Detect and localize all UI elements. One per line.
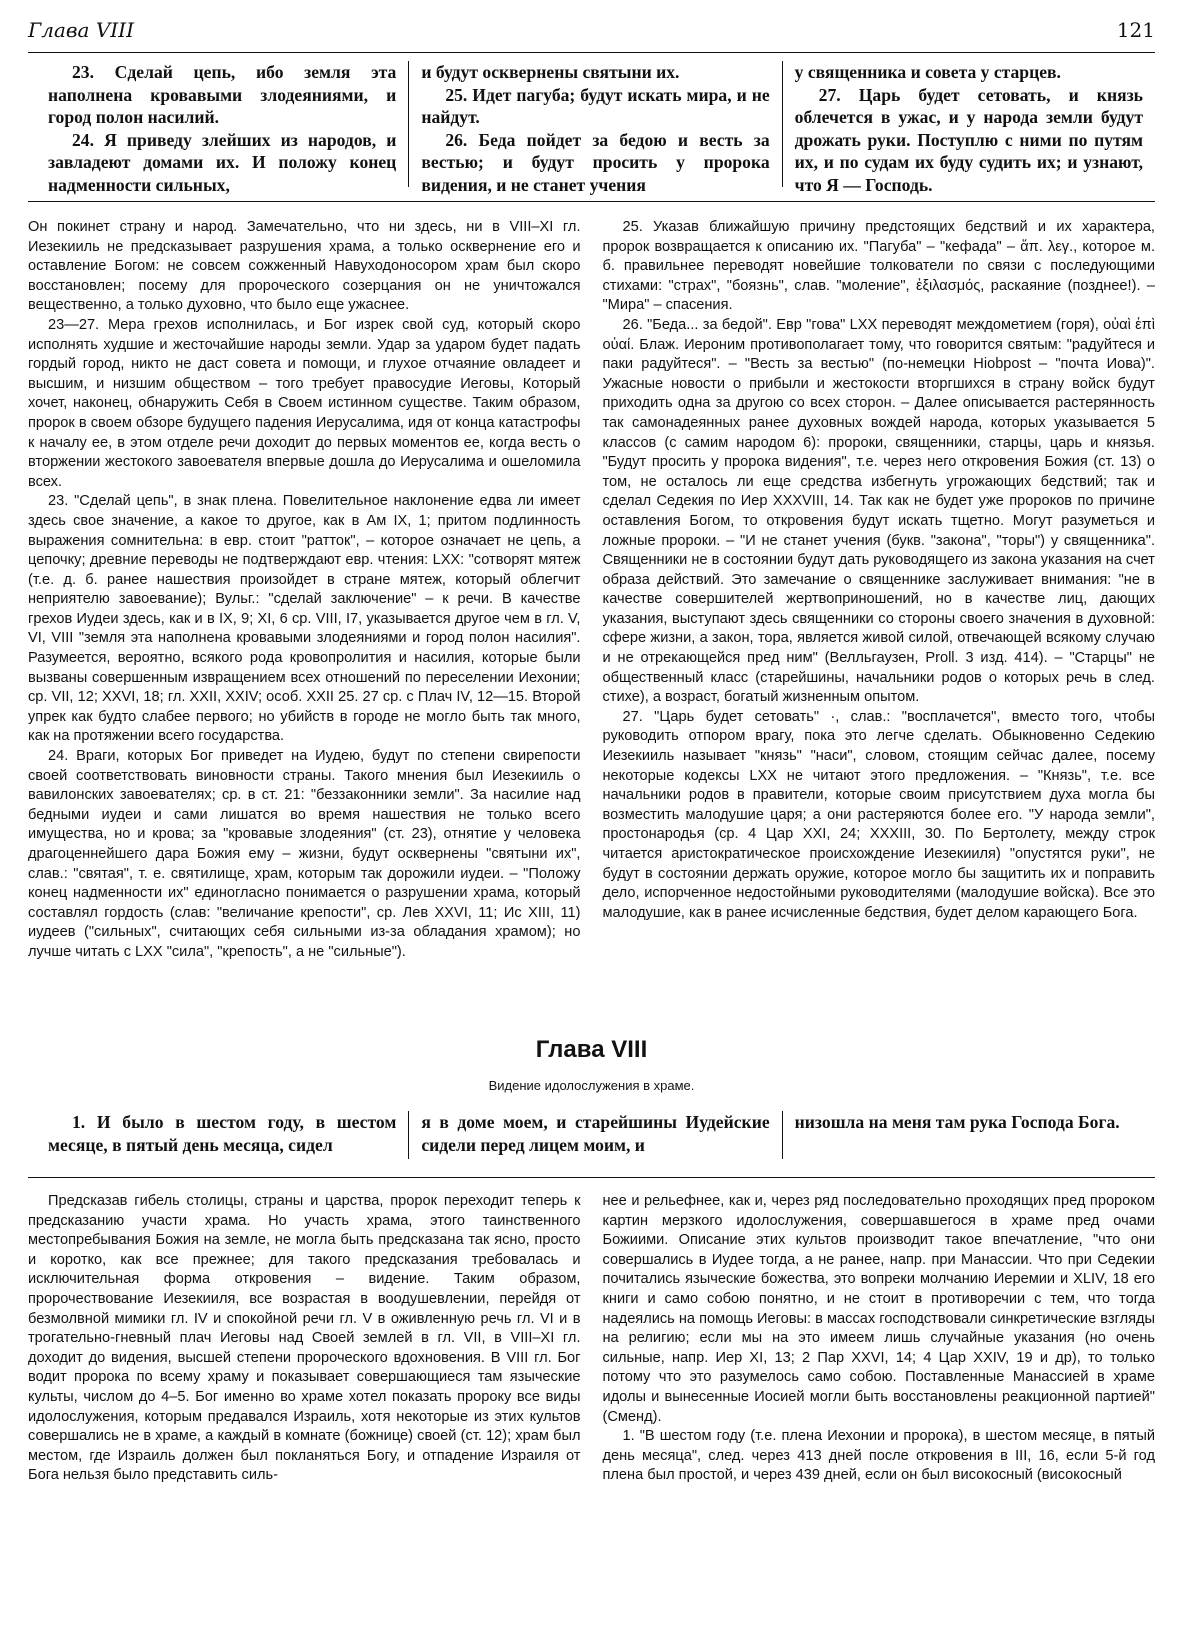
- verse-26-continued: у священника и совета у старцев.: [794, 62, 1061, 82]
- commentary-paragraph: 23. "Сделай цепь", в знак плена. Повелительное наклонение едва ли имеет здесь свое значение, а какое то другое, как в Ам IX, 1; притом подлинность выражения сомнительна: в евр. стоит "ратток", – которое означает не цепь, а цепочку; древние переводы не подтверждают евр. чтения: LXX: "сотворят мятеж (т.е. д. б. ранее нашествия произойдет в стране мятеж, который облегчит неприятелю завоевание); Вульг.: "сделай заключение" – к речи. В качестве грехов Иудеи здесь, как и в IX, 9; XI, 6 ср. VIII, I7, указывается другое чем в гл. V, VI, VIII "земля эта наполнена кровавыми злодеяниями и город полон насилия". Разумеется, вероятно, всякого рода кровопролития и насилия, которые были вызваны совершенным извращением всех отношений по переселении Иехонии; ср. VII, 12; XXVI, 18; гл. XXII, XXIV; особ. XXII 25. 27 ср. с Плач IV, 12—15. Второй упрек как будто слабее первого; но убийств в городе не могло быть так много, как на протяжении всего государства.: [28, 493, 581, 745]
- verse-1-end: низошла на меня там рука Господа Бога.: [794, 1112, 1120, 1132]
- verse-26: 26. Беда пойдет за бедою и весть за вестью; и будут просить у пророка видения, и не станет учения: [421, 129, 770, 195]
- commentary-paragraph: 23—27. Мера грехов исполнилась, и Бог изрек свой суд, который скоро исполнять худшие и жесточайшие народы земли. Удар за ударом будет падать гордый город, никто не даст совета и помощи, и глухое отчаяние овладеет и высшим, и низшим обществом – того требует правосудие Иеговы, Который хочет, наконец, обнаружить Себя в Своем истинном существе. Таким образом, пророк в своем обзоре будущего падения Иерусалима, идя от конца катастрофы к началу ее, в этом отделе речи доходит до первых моментов ее, когда весть о вторжении жестокого завоевателя впервые дошла до Иерусалима и ошеломила всех.: [28, 316, 581, 490]
- chapter-title: Глава VIII: [535, 1036, 648, 1063]
- chapter-heading: [28, 1036, 1155, 1093]
- chapter-verse-columns: [28, 1111, 1155, 1159]
- page-header: [28, 18, 1155, 53]
- verse-25: 25. Идет пагуба; будут искать мира, и не найдут.: [421, 84, 770, 127]
- commentary-paragraph: Он покинет страну и народ. Замечательно, что ни здесь, ни в VIII–XI гл. Иезекииль не предсказывает разрушения храма, а только осквернение его и оставление Богом: не совсем сожженный Навуходоносором храм был скоро восстановлен; посему для пророческого созерцания он не уничтожался вещественно, а только духовно, что было еще ужаснее.: [28, 219, 581, 314]
- chapter-verse-column-2: [408, 1111, 781, 1159]
- verse-1: 1. И было в шестом году, в шестом месяце, в пятый день месяца, сидел: [48, 1112, 397, 1155]
- running-head: Глава VIII: [28, 18, 134, 42]
- chapter-verse-column-1: [28, 1111, 408, 1159]
- verse-1-continued: я в доме моем, и старейшины Иудейские сидели перед лицем моим, и: [421, 1112, 770, 1155]
- verse-divider-top: [28, 201, 1155, 202]
- commentary-paragraph: Предсказав гибель столицы, страны и царства, пророк переходит теперь к предсказанию участи храма. Но участь храма, этого таинственного местопребывания Божия на земле, не могла быть предсказана так ясно, просто и коротко, как все прежнее; для такого предсказания требовалась и исключительная форма откровения – видение. Таким образом, пророчествование Иезекииля, все возрастая в воодушевлении, перейдя от безмолвной мимики гл. IV и спокойной речи гл. V в оживленную речь гл. VI и в трогательно-гневный плач Иеговы над Своей землей в гл. VII, в VIII–XI гл. доходит до видения, высшей степени пророческого вдохновения. В VIII гл. Бог водит пророка по всему храму и показывает совершающиеся там языческие культы, числом до 4–5. Бог именно во храме хотел показать пророку все виды идолослужения, которым предавался Израиль, хотя некоторые из этих культов совершались не в храме, а каждый в комнате (божнице) своей (ст. 12); храм был местом, где Израиль должен был покланяться Богу, и отпадение Израиля от Бога нельзя было представить силь-: [28, 1193, 581, 1484]
- verse-23: 23. Сделай цепь, ибо земля эта наполнена кровавыми злодеяниями, и город полон насилий.: [48, 62, 397, 127]
- commentary-paragraph: 1. "В шестом году (т.е. плена Иехонии и пророка), в шестом месяце, в пятый день месяца", след. через 413 дней после откровения в III, 16, если 5-й год плена был простой, и через 439 дней, если он был високосный (високосный: [602, 1428, 1155, 1484]
- chapter-verse-column-3: [782, 1111, 1155, 1159]
- verse-column-2: [408, 61, 781, 195]
- commentary-paragraph: нее и рельефнее, как и, через ряд последовательно проходящих пред пророком картин мерзкого идолослужения, совершавшегося в храме пред очами Божиими. Описание этих культов производит такое впечатление, "что они совершались в Иудее тогда, а не ранее, напр. при Манассии. Что при Седекии почитались языческие божества, это вопреки молчанию Иеремии и XLIV, 18 его книги и само собою понятно, и не стоит в противоречии с тем, что тогда надеялись на помощь Иеговы: в массах господствовали синкретические взгляды на религию; если мы на это имеем лишь случайные указания (но очень сильные, напр. Иер XI, 13; 2 Пар XXVI, 14; 4 Цар XXIV, 19 и др), то только потому что это разумелось само собою. Поставленные Манассией в храме идолы и вынесенные Иосией могли быть восстановлены реакционной партией" (Сменд).: [602, 1193, 1155, 1425]
- commentary-bottom-right: [603, 1192, 1156, 1532]
- verse-column-1: [28, 61, 408, 195]
- commentary-paragraph: 27. "Царь будет сетовать" ·, слав.: "восплачется", вместо того, чтобы руководить отпором врагу, пока это легче сделать. Обыкновенно Седекию Иезекииль называет "князь" "наси", словом, стоящим сейчас далее, посему некоторые кодексы LXX не читают этого предложения. – "Князь", т.е. все начальники родов в правители, которые своим присутствием духа могла бы возместить малодушие царя; а они растеряются более его. "У народа земли", простонародья (ср. 4 Цар XXI, 24; XXXIII, 30. По Бертолету, между строк читается аристократическое происхождение Иезекииля) "опустятся руки", не будут в состоянии держать оружие, которое могло бы защитить их и поправить дело, испорченное недостойными руководителями (малодушие войска). Все это малодушие, как в ранее исчисленные бедствия, будет делом карающего Бога.: [602, 708, 1155, 921]
- verse-column-3: [782, 61, 1155, 195]
- commentary-paragraph: 25. Указав ближайшую причину предстоящих бедствий и их характера, пророк возвращается к описанию их. "Пагуба" – "кефада" – ἅπ. λεγ., которое м. б. правильнее переводят новейшие толкователи по связи с последующими стихами: "страх", "боязнь", слав. "моление", ἐξιλασμός, раскаяние (позднее!). – "Мира" – спасения.: [602, 219, 1155, 314]
- verse-divider-bottom: [28, 1177, 1155, 1178]
- page-number: 121: [1116, 18, 1155, 42]
- chapter-subtitle: Видение идолослужения в храме.: [488, 1078, 695, 1093]
- commentary-top-right: [603, 218, 1156, 1018]
- commentary-bottom: [28, 1192, 1155, 1532]
- commentary-bottom-left: [28, 1192, 581, 1532]
- commentary-top-left: [28, 218, 581, 1018]
- verse-24: 24. Я приведу злейших из народов, и завладеют домами их. И положу конец надменности сильных,: [48, 129, 397, 195]
- verse-27: 27. Царь будет сетовать, и князь облечется в ужас, и у народа земли будут дрожать руки. Поступлю с ними по путям их, и по судам их буду судить их; и узнают, что Я — Господь.: [794, 84, 1143, 195]
- top-verse-columns: [28, 61, 1155, 195]
- verse-24-continued: и будут осквернены святыни их.: [421, 62, 680, 82]
- commentary-paragraph: 24. Враги, которых Бог приведет на Иудею, будут по степени свирепости своей соответствовать виновности страны. Такого мнения был Иезекииль о вавилонских завоевателях; ср. в ст. 21: "беззаконники земли". За насилие над бедными иудеи и сами лишатся во время нашествия не только всего имущества, но и крова; за "кровавые злодеяния" (ст. 23), отнятие у человека драгоценнейшего дара Божия ему – жизни, будут осквернены "святыни их", слав.: "святая", т. е. святилище, храм, которым так дорожили иудеи. – "Положу конец надменности их" единогласно понимается о разрушении храма, который составлял гордость (слав: "величание крепости", ср. Лев XXVI, 11; Ис XIII, 11) иудеев ("сильных", считающих себя сильными из-за обладания храмом); но лучше читать с LXX "сила", "крепость", а не "сильные").: [28, 748, 581, 960]
- commentary-top: [28, 218, 1155, 1018]
- commentary-paragraph: 26. "Беда... за бедой". Евр "гова" LXX переводят междометием (горя), οὐαὶ ἐπὶ οὐαί. Блаж. Иероним противополагает тому, что говорится святым: "радуйтеся и паки радуйтеся". – "Весть за вестью" (по-немецки Hiobpost – "почта Иова)". Ужасные новости о прибыли и жестокости вторгшихся в страну войск будут приходить одна за другою со всех сторон. – Далее описывается растерянность так самонадеянных ранее духовных вождей народа, которых указывается 5 классов (с самим народом 6): пророки, священники, старцы, царь и князья. "Будут просить у пророка видения", т.е. через него откровения Божия (ст. 13) о том, не осталось ли еще средства избегнуть угрожающих бедствий; так и сделал Седекия по Иер XXXVIII, 14. Так как не будет уже пророков по причине оставления Богом, то откровения будут искать тщетно. Могут разуметься и ложные пророки. – "И не станет учения (букв. "закона", "торы") у священника". Священники не в состоянии будут дать руководящего из закона указания на счет образа действий. Это замечание о священнике заслуживает внимания: "не в качестве совершителей жертвоприношений, но в качестве лиц, дающих указания, выступают здесь священники со стороны своего значения в духовной: сфере жизни, а закон, тора, является живой силой, отвечающей всякому случаю и не отрекающейся пред ним" (Велльгаузен, Proll. 3 изд. 414). – "Старцы" не общественный класс (старейшины, начальники родов о которых речь в след. стихе), а возраст, богатый жизненным опытом.: [602, 316, 1155, 706]
